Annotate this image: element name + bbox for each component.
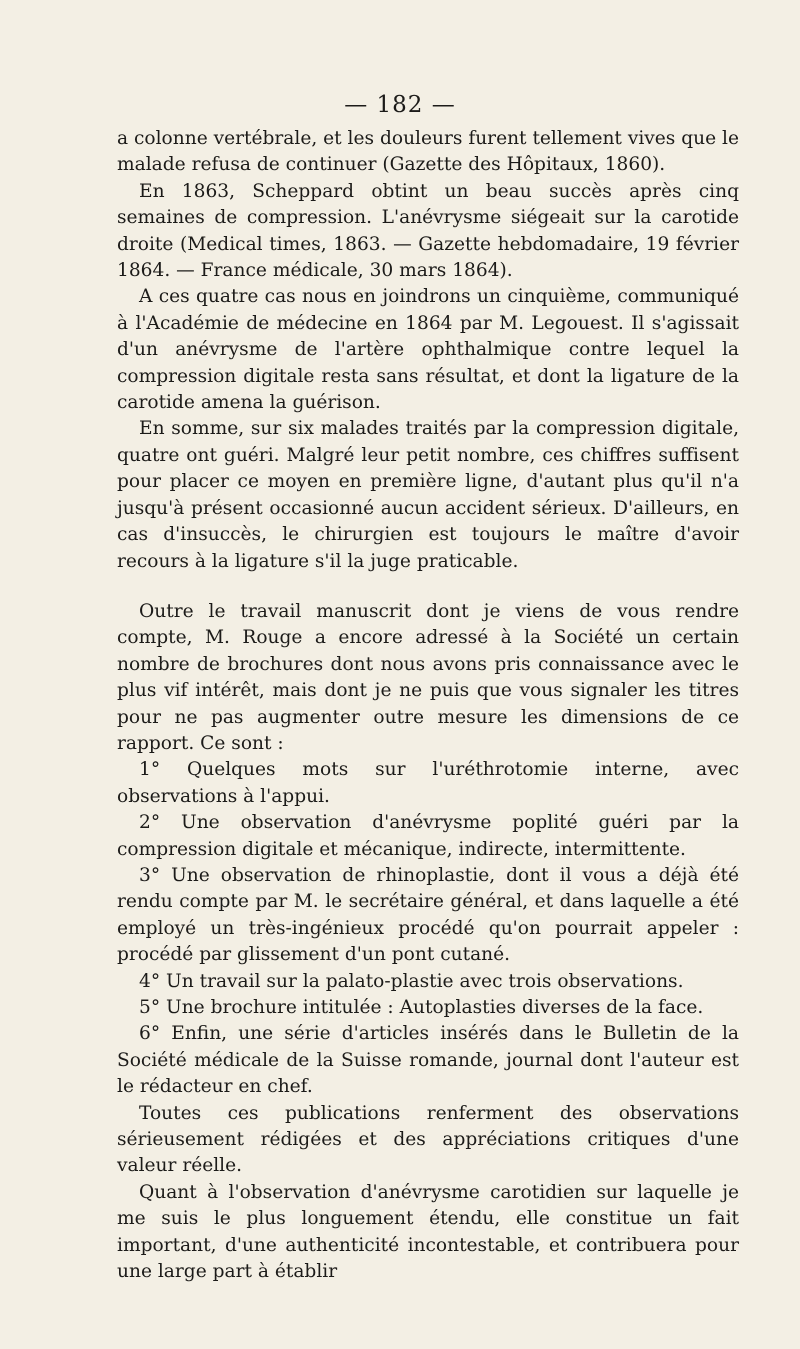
list-item-4: 4° Un travail sur la palato-plastie avec trois observations.	[139, 970, 684, 992]
list-item-3: 3° Une observation de rhinoplastie, dont il vous a déjà été rendu compte par M. le secrétaire général, et dans laquelle a été employé un très-ingénieux procédé qu'on pourrait appeler : procédé par glissement d'un pont cutané.	[117, 864, 739, 966]
paragraph-en-somme: En somme, sur six malades traités par la compression digitale, quatre ont guéri. Malgré leur petit nombre, ces chiffres suffisent pour placer ce moyen en première ligne, d'autant plus qu'il n'a jusqu'à présent occasionné aucun accident sérieux. D'ailleurs, en cas d'insuccès, le chirurgien est toujours le maître d'avoir recours à la ligature s'il la juge praticable.	[117, 418, 739, 572]
list-item-2: 2° Une observation d'anévrysme poplité guéri par la compression digitale et mécanique, indirecte, intermittente.	[117, 812, 739, 860]
list-item-5: 5° Une brochure intitulée : Autoplasties diverses de la face.	[139, 997, 704, 1018]
paragraph-scheppard: En 1863, Scheppard obtint un beau succès après cinq semaines de compression. L'anévrysme siégeait sur la carotide droite (Medical times, 1863. — Gazette hebdomadaire, 19 février 1864. — France médicale, 30 mars 1864).	[117, 180, 739, 282]
list-item-6: 6° Enfin, une série d'articles insérés dans le Bulletin de la Société médicale de la Suisse romande, journal dont l'auteur est le rédacteur en chef.	[117, 1023, 739, 1098]
paragraph-publications: Toutes ces publications renferment des observations sérieusement rédigées et des appréciations critiques d'une valeur réelle.	[117, 1102, 739, 1177]
paragraph-continuation: a colonne vertébrale, et les douleurs furent tellement vives que le malade refusa de continuer (Gazette des Hôpitaux, 1860).	[117, 128, 739, 176]
list-item-1: 1° Quelques mots sur l'uréthrotomie interne, avec observations à l'appui.	[117, 759, 739, 807]
body-text	[117, 126, 739, 1285]
paragraph-brochures: Outre le travail manuscrit dont je viens de vous rendre compte, M. Rouge a encore adressé à la Société un certain nombre de brochures dont nous avons pris connaissance avec le plus vif intérêt, mais dont je ne puis que vous signaler les titres pour ne pas augmenter outre mesure les dimensions de ce rapport. Ce sont :	[117, 600, 739, 754]
paragraph-quant: Quant à l'observation d'anévrysme carotidien sur laquelle je me suis le plus longuement étendu, elle constitue un fait important, d'une authenticité incontestable, et contribuera pour une large part à établir	[117, 1181, 739, 1283]
page-number: — 182 —	[344, 92, 456, 118]
paragraph-legouest: A ces quatre cas nous en joindrons un cinquième, communiqué à l'Académie de médecine en 1864 par M. Legouest. Il s'agissait d'un anévrysme de l'artère ophthalmique contre lequel la compression digitale resta sans résultat, et dont la ligature de la carotide amena la guérison.	[117, 286, 739, 414]
